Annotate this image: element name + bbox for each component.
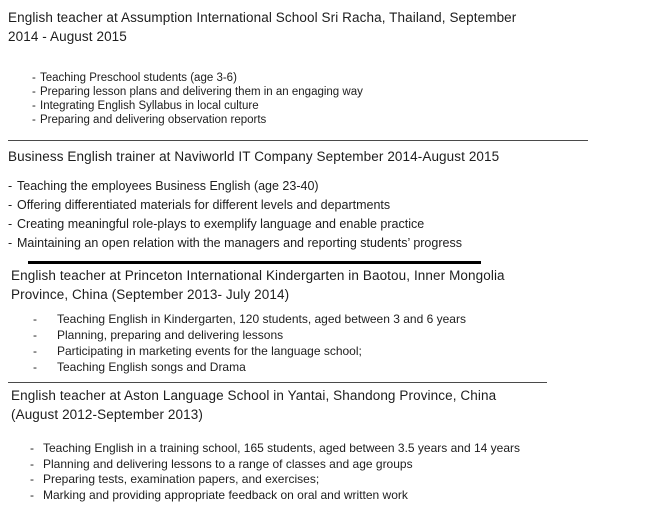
- section-divider: [8, 382, 547, 383]
- bullet-marker: -: [8, 198, 13, 212]
- job-heading: [8, 266, 638, 304]
- bullet-marker: -: [33, 360, 37, 374]
- job-heading-line: English teacher at Assumption International School Sri Racha, Thailand, September: [8, 10, 517, 25]
- list-item: [30, 441, 638, 457]
- section-divider-thick: [28, 261, 481, 264]
- list-item: [33, 327, 638, 343]
- list-item: [33, 359, 638, 375]
- bullet-text: Preparing tests, examination papers, and exercises;: [43, 472, 320, 486]
- bullet-text: Maintaining an open relation with the managers and reporting students’ progress: [17, 236, 462, 250]
- bullet-marker: -: [8, 236, 13, 250]
- bullet-text: Planning and delivering lessons to a range of classes and age groups: [43, 456, 413, 471]
- list-item: [32, 85, 638, 99]
- bullet-marker: -: [33, 312, 37, 326]
- bullet-text: Creating meaningful role-plays to exemplify language and enable practice: [17, 217, 425, 231]
- bullet-marker: -: [32, 114, 36, 126]
- bullet-marker: -: [30, 472, 34, 486]
- bullet-text: Marking and providing appropriate feedback on oral and written work: [43, 487, 408, 502]
- list-item: [32, 113, 638, 127]
- list-item: [32, 99, 638, 113]
- bullet-text: Teaching the employees Business English (age 23-40): [17, 179, 319, 193]
- job-heading: [8, 8, 638, 46]
- bullet-marker: -: [33, 328, 37, 342]
- bullet-marker: -: [32, 100, 36, 112]
- list-item: [33, 343, 638, 359]
- bullet-text: Teaching English songs and Drama: [57, 360, 246, 374]
- job-heading-line: Province, China (September 2013- July 2014): [11, 287, 290, 302]
- bullet-marker: -: [8, 179, 13, 193]
- bullet-marker: -: [32, 72, 36, 84]
- bullet-marker: -: [8, 217, 13, 231]
- bullet-marker: -: [30, 456, 34, 471]
- bullet-text: Teaching English in a training school, 165 students, aged between 3.5 years and 14 years: [43, 441, 520, 455]
- bullet-marker: -: [30, 487, 34, 502]
- bullet-text: Teaching English in Kindergarten, 120 students, aged between 3 and 6 years: [57, 312, 466, 326]
- experience-section-aston: [8, 386, 638, 503]
- bullet-text: Participating in marketing events for the language school;: [57, 344, 362, 358]
- bullet-marker: -: [32, 86, 36, 98]
- list-item: [30, 488, 638, 504]
- job-heading-line: English teacher at Princeton International Kindergarten in Baotou, Inner Mongolia: [11, 268, 505, 283]
- responsibility-list: [32, 71, 638, 127]
- bullet-text: Teaching Preschool students (age 3-6): [40, 72, 237, 84]
- bullet-text: Offering differentiated materials for different levels and departments: [17, 198, 391, 212]
- job-heading-line: (August 2012-September 2013): [11, 407, 203, 422]
- responsibility-list: [8, 177, 638, 253]
- experience-section-assumption: [8, 8, 638, 127]
- responsibility-list: [33, 311, 638, 375]
- list-item: [8, 196, 638, 215]
- bullet-text: Planning, preparing and delivering lessons: [57, 328, 284, 342]
- list-item: [8, 234, 638, 253]
- bullet-marker: -: [30, 441, 34, 455]
- job-heading-line: English teacher at Aston Language School in Yantai, Shandong Province, China: [11, 388, 497, 403]
- experience-section-princeton: [8, 266, 638, 375]
- list-item: [32, 71, 638, 85]
- bullet-text: Integrating English Syllabus in local culture: [40, 100, 259, 112]
- job-heading: [8, 386, 638, 424]
- experience-section-naviworld: [8, 147, 638, 253]
- bullet-text: Preparing and delivering observation reports: [40, 114, 267, 126]
- list-item: [30, 457, 638, 473]
- list-item: [8, 177, 638, 196]
- list-item: [30, 472, 638, 488]
- job-heading-line: Business English trainer at Naviworld IT Company September 2014-August 2015: [8, 149, 500, 164]
- list-item: [8, 215, 638, 234]
- job-heading: [8, 147, 638, 166]
- bullet-text: Preparing lesson plans and delivering them in an engaging way: [40, 86, 363, 98]
- section-divider: [8, 140, 588, 141]
- list-item: [33, 311, 638, 327]
- job-heading-line: 2014 - August 2015: [8, 29, 127, 44]
- responsibility-list: [30, 441, 638, 503]
- bullet-marker: -: [33, 344, 37, 358]
